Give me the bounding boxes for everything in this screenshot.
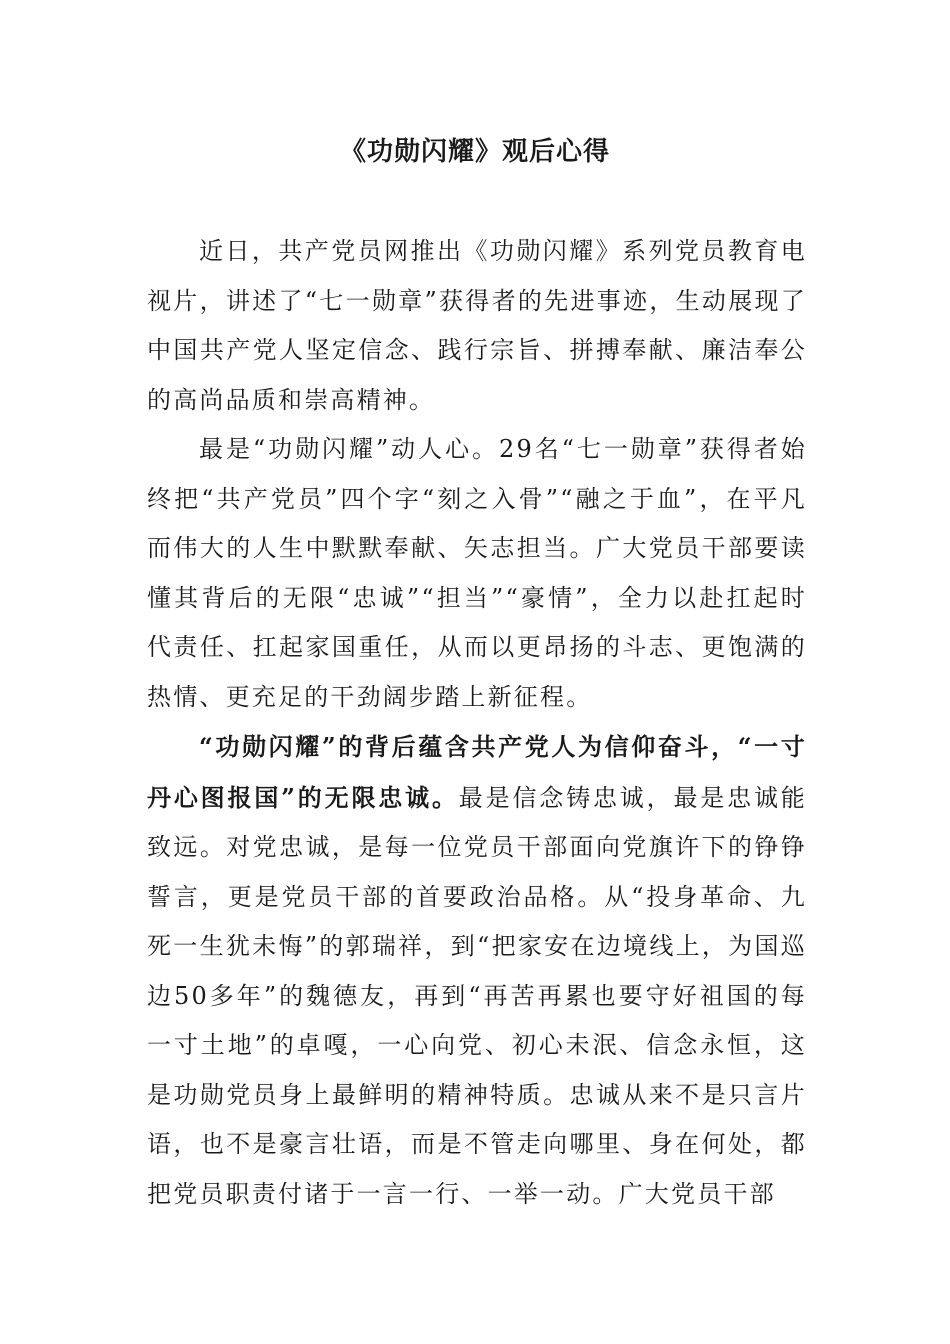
document-title: 《功勋闪耀》观后心得 [339, 137, 610, 167]
paragraph-heroes [147, 425, 807, 722]
document-body [147, 227, 807, 1219]
paragraph-text: 最是“功勋闪耀”动人心。29名“七一勋章”获得者始终把“共产党员”四个字“刻之入骨”“融之于血”，在平凡而伟大的人生中默默奉献、矢志担当。广大党员干部要读懂其背后的无限“忠诚”“担当”“豪情”，全力以赴扛起时代责任、扛起家国重任，从而以更昂扬的斗志、更饱满的热情、更充足的干劲阔步踏上新征程。 [147, 435, 807, 711]
paragraph-bold-heading: “功勋闪耀”的背后蕴含共产党人为信仰奋斗，“一寸丹心图报国”的无限忠诚。 [147, 732, 807, 812]
paragraph-text: 近日，共产党员网推出《功勋闪耀》系列党员教育电视片，讲述了“七一勋章”获得者的先进事迹，生动展现了中国共产党人坚定信念、践行宗旨、拼搏奉献、廉洁奉公的高尚品质和崇高精神。 [147, 237, 807, 414]
paragraph-text: 最是信念铸忠诚，最是忠诚能致远。对党忠诚，是每一位党员干部面向党旗许下的铮铮誓言，更是党员干部的首要政治品格。从“投身革命、九死一生犹未悔”的郭瑞祥，到“把家安在边境线上，为国巡边50多年”的魏德友，再到“再苦再累也要守好祖国的每一寸土地”的卓嘎，一心向党、初心未泯、信念永恒，这是功勋党员身上最鲜明的精神特质。忠诚从来不是只言片语，也不是豪言壮语，而是不管走向哪里、身在何处，都把党员职责付诸于一言一行、一举一动。广大党员干部 [147, 783, 807, 1208]
paragraph-loyalty [147, 722, 807, 1219]
paragraph-intro [147, 227, 807, 425]
